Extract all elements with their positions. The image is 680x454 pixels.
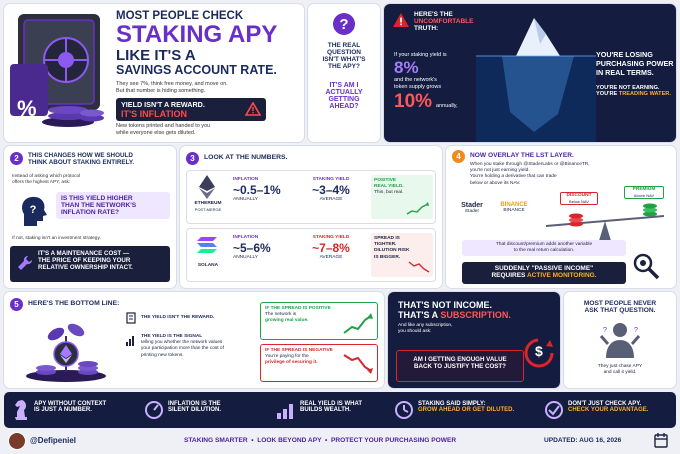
truth-h2: UNCOMFORTABLE xyxy=(414,18,474,25)
vault-percent-symbol: % xyxy=(17,96,37,121)
warning-sub1: New tokens printed and handed to you xyxy=(116,123,211,130)
s5-pos2: The network is xyxy=(265,312,297,318)
question-line6: AHEAD? xyxy=(329,103,359,110)
s2-p3: If not, staking isn't an investment strategy. xyxy=(12,236,101,241)
discount-title: DISCOUNT xyxy=(566,193,592,198)
s5-neg3: privilege of securing it. xyxy=(265,360,318,366)
s5-i1: THE YIELD ISN'T THE REWARD. xyxy=(141,315,215,320)
takeaway-strip xyxy=(4,392,676,428)
question-mark-icon xyxy=(332,12,356,36)
takeaway-3 xyxy=(276,398,386,422)
footer-tagline: STAKING SMARTER • LOOK BEYOND APY • PROTECT YOUR PURCHASING POWER xyxy=(184,437,457,444)
truth-big2: 10% xyxy=(394,91,433,113)
never-t1: MOST PEOPLE NEVER xyxy=(583,300,657,307)
truth-r3: IN REAL TERMS. xyxy=(596,68,654,77)
s4-box2: to the real return calculation. xyxy=(513,248,575,254)
vault-illustration xyxy=(8,10,112,136)
stader-caption: Stader xyxy=(464,209,480,214)
chess-knight-icon xyxy=(12,398,30,422)
negative-spread-box xyxy=(260,344,378,382)
svg-text:?: ? xyxy=(634,327,638,334)
truth-big1: 8% xyxy=(394,58,419,78)
s5-pos1: IF THE SPREAD IS POSITIVE xyxy=(265,306,331,311)
solana-icon xyxy=(197,237,217,253)
solana-note2: TIGHTER. xyxy=(374,242,397,248)
hero-sub1: They see 7%, think free money, and move on. xyxy=(116,81,228,87)
truth-p1a: If your staking yield is xyxy=(394,52,447,58)
solana-inflation-label: INFLATION xyxy=(233,235,259,240)
s5-neg1: IF THE SPREAD IS NEGATIVE xyxy=(265,348,333,353)
warning-sub2: while everyone else gets diluted. xyxy=(116,130,196,137)
ethereum-trend-chart xyxy=(406,202,430,216)
solana-note1: SPREAD IS xyxy=(374,236,400,241)
s4-p1: When you stake through @StaderLabs or @BinanceTR, xyxy=(470,162,590,167)
s2-p2: offers the highest APY, ask: xyxy=(12,180,71,186)
s3-title: LOOK AT THE NUMBERS. xyxy=(204,154,288,161)
growth-bars-icon xyxy=(276,400,296,420)
s4-title: NOW OVERLAY THE LST LAYER. xyxy=(470,152,574,159)
solana-note3: DILUTION RISK xyxy=(374,248,410,254)
active-monitoring-banner xyxy=(462,262,626,284)
hero-line1: MOST PEOPLE CHECK xyxy=(116,10,244,22)
truth-r4: YOU'RE NOT EARNING. xyxy=(596,85,660,91)
solana-yield-sub: AVERAGE xyxy=(319,255,343,261)
ethereum-sub: POST-MERGE xyxy=(194,207,222,213)
s4-foot2a: REQUIRES xyxy=(491,272,526,279)
truth-h1: HERE'S THE xyxy=(414,11,453,18)
s2-q2: THAN THE NETWORK'S xyxy=(61,202,137,209)
sub-p1: And like any subscription, xyxy=(398,323,453,328)
premium-title: PREMIUM xyxy=(632,187,656,192)
section-3-panel xyxy=(180,146,442,288)
binance-logo: BINANCE xyxy=(500,202,528,208)
discount-label xyxy=(560,192,598,205)
svg-text:?: ? xyxy=(339,16,349,33)
truth-r2: PURCHASING POWER xyxy=(596,59,674,68)
bar-chart-icon xyxy=(126,334,136,346)
up-trend-icon xyxy=(343,313,373,335)
s5-i2: THE YIELD IS THE SIGNAL xyxy=(141,334,203,339)
solana-trend-chart xyxy=(408,260,430,274)
solana-yield-label: STAKING YIELD xyxy=(312,235,350,240)
inflation-warning-banner xyxy=(116,98,266,121)
section-4-panel xyxy=(446,146,676,288)
takeaway-1a: APY WITHOUT CONTEXT xyxy=(34,401,107,407)
truth-r1: YOU'RE LOSING xyxy=(596,50,653,59)
warning-line1: YIELD ISN'T A REWARD. xyxy=(121,100,205,110)
discount-sub: Below NAV xyxy=(569,199,589,205)
head-question-icon xyxy=(16,194,50,228)
solana-inflation-sub: ANNUALLY xyxy=(233,255,258,261)
section-3-badge: 3 xyxy=(186,152,199,165)
sub-p2: you should ask: xyxy=(398,329,432,335)
iceberg-illustration xyxy=(476,4,596,142)
premium-label xyxy=(624,186,664,199)
truth-r5b: TREADING WATER. xyxy=(618,91,671,97)
ethereum-note2: REAL YIELD. xyxy=(374,184,404,190)
alert-triangle-icon xyxy=(392,12,410,28)
s2-m2: THE PRICE OF KEEPING YOUR xyxy=(38,257,131,264)
never-t2: ASK THAT QUESTION. xyxy=(584,307,656,314)
s2-q3: INFLATION RATE? xyxy=(61,209,119,216)
s2-title1: THIS CHANGES HOW WE SHOULD xyxy=(28,152,133,159)
clock-icon xyxy=(394,400,414,420)
section-4-badge: 4 xyxy=(452,150,465,163)
takeaway-5b: CHECK YOUR ADVANTAGE. xyxy=(568,407,649,413)
never-ask-panel xyxy=(564,292,676,388)
truth-p1b: and the network's xyxy=(394,77,437,84)
wrench-icon xyxy=(16,254,34,272)
question-line3: THE APY? xyxy=(328,63,360,70)
s4-foot1: SUDDENLY "PASSIVE INCOME" xyxy=(494,265,594,272)
s5-i2c: printing new tokens. xyxy=(141,352,184,358)
author-handle[interactable]: @Defipeniel xyxy=(30,436,77,445)
s5-i2b: your participation more than the cost of xyxy=(141,346,224,352)
never-p2: and call it yield. xyxy=(603,370,637,376)
ethereum-icon xyxy=(199,175,215,199)
takeaway-4a: STAKING SAID SIMPLY: xyxy=(418,401,486,407)
ethereum-note1: POSITIVE xyxy=(374,178,397,183)
ethereum-yield-label: STAKING YIELD xyxy=(312,177,350,182)
solana-row xyxy=(186,228,436,282)
sub-q1: AM I GETTING ENOUGH VALUE xyxy=(413,356,507,363)
takeaway-5 xyxy=(544,398,672,422)
truth-r5a: YOU'RE xyxy=(596,91,618,97)
s2-m3: RELATIVE OWNERSHIP INTACT. xyxy=(38,264,133,271)
takeaway-1 xyxy=(12,398,140,422)
takeaway-2b: SILENT DILUTION. xyxy=(168,407,221,413)
stader-logo: Stader xyxy=(461,202,483,209)
warning-triangle-icon xyxy=(245,102,261,116)
ethereum-row xyxy=(186,170,436,224)
binance-caption: BINANCE xyxy=(503,208,525,213)
truth-p1d: annually, xyxy=(436,103,458,110)
s4-foot2b: ACTIVE MONITORING. xyxy=(526,272,597,279)
s5-title: HERE'S THE BOTTOM LINE: xyxy=(28,300,120,307)
question-line5: ACTUALLY GETTING xyxy=(325,89,363,103)
section-2-panel xyxy=(4,146,176,288)
ethereum-yield-sub: AVERAGE xyxy=(319,197,343,203)
maintenance-cost-box xyxy=(10,246,170,282)
s4-p3: You're holding a derivative that can trade xyxy=(470,174,557,180)
sub-t2b: SUBSCRIPTION. xyxy=(440,310,511,320)
question-line4: IT'S AM I xyxy=(329,82,359,89)
truth-p1c: token supply grows xyxy=(394,84,442,91)
shrug-person-illustration xyxy=(600,320,640,360)
section-5-badge: 5 xyxy=(10,298,23,311)
down-trend-icon xyxy=(343,353,373,375)
real-question-panel xyxy=(308,4,380,142)
hero-sub2: But that number is hiding something. xyxy=(116,88,206,95)
sub-t2a: THAT'S A xyxy=(398,310,438,320)
ethereum-inflation-label: INFLATION xyxy=(233,177,259,182)
takeaway-4b: GROW AHEAD OR GET DILUTED. xyxy=(418,407,515,413)
sub-q2: BACK TO JUSTIFY THE COST? xyxy=(414,363,506,370)
s4-box1: That discount/premium adds another variable xyxy=(495,242,593,247)
question-line1: THE REAL QUESTION xyxy=(327,42,361,56)
gauge-icon xyxy=(144,400,164,420)
s2-m1: IT'S A MAINTENANCE COST — xyxy=(38,250,130,257)
magnifier-icon xyxy=(632,252,660,280)
ethereum-name: ETHEREUM xyxy=(194,201,222,206)
positive-spread-box xyxy=(260,302,378,340)
inflation-question-box xyxy=(56,192,170,219)
s5-pos3: growing real value. xyxy=(265,318,309,324)
ethereum-yield-value: ~3–4% xyxy=(312,183,350,198)
target-check-icon xyxy=(544,400,564,420)
takeaway-4 xyxy=(394,398,536,422)
takeaway-5a: DON'T JUST CHECK APY. xyxy=(568,401,642,407)
s4-p2: you're not just earning yield. xyxy=(470,168,530,174)
s2-p1: Instead of asking which protocol xyxy=(12,174,81,179)
s2-title2: THINK ABOUT STAKING ENTIRELY. xyxy=(28,159,135,166)
never-p1: They just chase APY xyxy=(597,364,643,369)
value-question-box xyxy=(396,350,524,382)
sub-t1: THAT'S NOT INCOME. xyxy=(398,300,492,310)
avatar xyxy=(8,432,26,450)
calendar-icon xyxy=(654,433,668,448)
hero-title: STAKING APY xyxy=(116,21,278,48)
hero-line4: SAVINGS ACCOUNT RATE. xyxy=(116,63,277,77)
updated-date: UPDATED: AUG 16, 2026 xyxy=(544,437,622,444)
solana-note4: IS BIGGER. xyxy=(374,254,401,260)
truth-panel xyxy=(384,4,676,142)
truth-h3: TRUTH: xyxy=(414,25,439,32)
takeaway-3b: BUILDS WEALTH. xyxy=(300,407,351,413)
solana-yield-value: ~7–8% xyxy=(312,241,350,256)
takeaway-2a: INFLATION IS THE xyxy=(168,401,221,407)
question-line2: ISN'T WHAT'S xyxy=(322,56,366,63)
section-2-badge: 2 xyxy=(10,152,23,165)
takeaway-1b: IS JUST A NUMBER. xyxy=(34,407,92,413)
warning-line2: IT'S INFLATION xyxy=(121,109,187,120)
section-5-panel xyxy=(4,292,384,388)
solana-name: SOLANA xyxy=(197,263,219,268)
takeaway-2 xyxy=(144,398,268,422)
premium-sub: Above NAV xyxy=(633,193,655,199)
svg-text:?: ? xyxy=(603,327,607,334)
ethereum-inflation-sub: ANNUALLY xyxy=(233,197,258,203)
s4-p4: below or above its NAV. xyxy=(470,180,521,186)
discount-premium-note xyxy=(462,240,626,256)
s5-neg2: You're paying for the xyxy=(265,354,309,360)
ethereum-inflation-value: ~0.5–1% xyxy=(233,183,281,198)
solana-inflation-value: ~5–6% xyxy=(233,241,271,256)
s5-i2a: telling you whether the network values xyxy=(141,340,223,346)
coin-plant-illustration xyxy=(16,314,116,384)
hero-panel xyxy=(4,4,304,142)
svg-text:?: ? xyxy=(29,204,37,216)
takeaway-3a: REAL YIELD IS WHAT xyxy=(300,401,363,407)
subscription-panel xyxy=(388,292,560,388)
ethereum-note3: Thin, but real. xyxy=(374,190,404,196)
document-icon xyxy=(126,312,136,324)
dollar-sign: $ xyxy=(535,343,543,359)
footer xyxy=(4,431,676,451)
hero-line3: LIKE IT'S A xyxy=(116,47,196,64)
s2-q1: IS THIS YIELD HIGHER xyxy=(61,195,133,202)
